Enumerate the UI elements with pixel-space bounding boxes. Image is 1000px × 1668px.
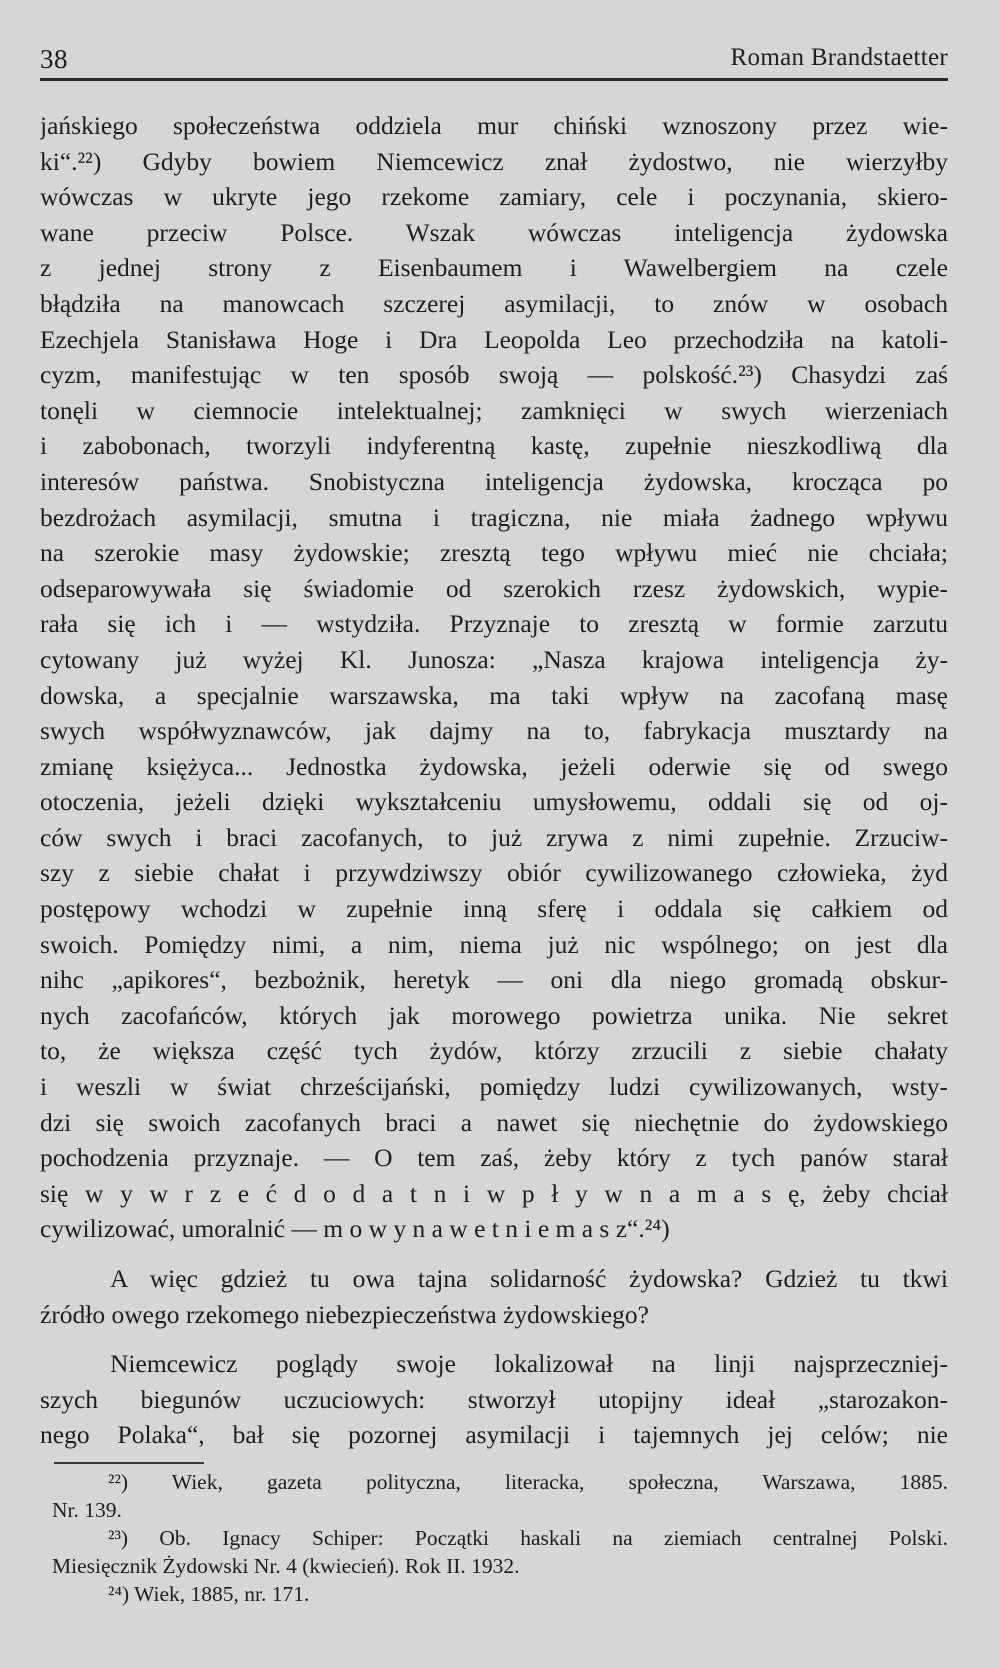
text-line: interesów państwa. Snobistyczna inteligencja żydowska, krocząca po — [40, 466, 948, 496]
text-line: i zabobonach, tworzyli indyferentną kastę, zupełnie nieszkodliwą dla — [40, 431, 948, 461]
text-line: swych współwyznawców, jak dajmy na to, fabrykacja musztardy na — [40, 716, 948, 746]
text-line: ki“.²²) Gdyby bowiem Niemcewicz znał żydostwo, nie wierzyłby — [40, 146, 948, 176]
text-line: cywilizować, umoralnić — m o w y n a w e t n i e m a s z“.²⁴) — [40, 1214, 670, 1244]
text-line: się w y w r z e ć d o d a t n i w p ł y w n a m a s ę, żeby chciał — [40, 1178, 948, 1208]
paragraph-1 — [40, 108, 948, 1247]
text-line: i weszli w świat chrześcijański, pomiędzy ludzi cywilizowanych, wsty- — [40, 1072, 948, 1102]
text-line: rała się ich i — wstydziła. Przyznaje to zresztą w formie zarzutu — [40, 609, 948, 639]
text-line: nihc „apikores“, bezbożnik, heretyk — oni dla niego gromadą obskur- — [40, 965, 948, 995]
text-line: błądziła na manowcach szczerej asymilacji, to znów w osobach — [40, 288, 948, 318]
text-line: dowska, a specjalnie warszawska, ma taki wpływ na zacofaną masę — [40, 680, 948, 710]
running-head: Roman Brandstaetter — [730, 44, 948, 71]
text-line: nego Polaka“, bał się pozornej asymilacji i tajemnych jej celów; nie — [40, 1420, 948, 1450]
text-line: to, że większa część tych żydów, którzy zrzucili z siebie chałaty — [40, 1036, 948, 1066]
text-line: postępowy wchodzi w zupełnie inną sferę i oddala się całkiem od — [40, 894, 948, 924]
text-line: nych zacofańców, których jak morowego powietrza unika. Nie sekret — [40, 1000, 948, 1030]
text-line: z jednej strony z Eisenbaumem i Wawelbergiem na czele — [40, 253, 948, 283]
footnote-23-continued: Miesięcznik Żydowski Nr. 4 (kwiecień). Rok II. 1932. — [52, 1554, 520, 1578]
paragraph-2 — [40, 1261, 948, 1332]
body-text — [40, 108, 948, 1453]
text-line: ców swych i braci zacofanych, to już zrywa z nimi zupełnie. Zrzuciw- — [40, 822, 948, 852]
footnote-rule — [54, 1462, 204, 1464]
footnote-22-continued: Nr. 139. — [52, 1498, 122, 1522]
text-line: wane przeciw Polsce. Wszak wówczas inteligencja żydowska — [40, 217, 948, 247]
text-line: A więc gdzież tu owa tajna solidarność żydowska? Gdzież tu tkwi — [110, 1264, 948, 1293]
text-line: otoczenia, jeżeli dzięki wykształceniu umysłowemu, oddali się od oj- — [40, 787, 948, 817]
text-line: zmianę księżyca... Jednostka żydowska, jeżeli oderwie się od swego — [40, 751, 948, 781]
text-line: bezdrożach asymilacji, smutna i tragiczna, nie miała żadnego wpływu — [40, 502, 948, 532]
text-line: swoich. Pomiędzy nimi, a nim, niema już nic wspólnego; on jest dla — [40, 929, 948, 959]
text-line: cyzm, manifestując w ten sposób swoją — polskość.²³) Chasydzi zaś — [40, 360, 948, 390]
footnotes — [52, 1468, 948, 1608]
text-line: odseparowywała się świadomie od szerokich rzesz żydowskich, wypie- — [40, 573, 948, 603]
text-line: szych biegunów uczuciowych: stworzył utopijny ideał „starozakon- — [40, 1384, 948, 1414]
page-number: 38 — [40, 44, 68, 74]
text-line: na szerokie masy żydowskie; zresztą tego wpływu mieć nie chciała; — [40, 538, 948, 568]
text-line: wówczas w ukryte jego rzekome zamiary, cele i poczynania, skiero- — [40, 182, 948, 212]
text-line: Ezechjela Stanisława Hoge i Dra Leopolda Leo przechodziła na katoli- — [40, 324, 948, 354]
text-line: jańskiego społeczeństwa oddziela mur chiński wznoszony przez wie- — [40, 111, 948, 140]
text-line: pochodzenia przyznaje. — O tem zaś, żeby który z tych panów starał — [40, 1143, 948, 1173]
text-line: tonęli w ciemnocie intelektualnej; zamknięci w swych wierzeniach — [40, 395, 948, 425]
text-line: źródło owego rzekomego niebezpieczeństwa żydowskiego? — [40, 1299, 649, 1329]
text-line: dzi się swoich zacofanych braci a nawet się niechętnie do żydowskiego — [40, 1107, 948, 1137]
text-line: cytowany już wyżej Kl. Junosza: „Nasza krajowa inteligencja ży- — [40, 644, 948, 674]
footnote-22: ²²) Wiek, gazeta polityczna, literacka, społeczna, Warszawa, 1885. — [108, 1470, 948, 1494]
text-line: Niemcewicz poglądy swoje lokalizował na linji najsprzeczniej- — [110, 1349, 948, 1379]
footnote-24: ²⁴) Wiek, 1885, nr. 171. — [108, 1582, 310, 1606]
page-header — [40, 40, 948, 74]
header-rule — [40, 78, 948, 81]
paragraph-3 — [40, 1346, 948, 1453]
footnote-23: ²³) Ob. Ignacy Schiper: Początki haskali na ziemiach centralnej Polski. — [108, 1526, 948, 1550]
text-line: szy z siebie chałat i przywdziwszy obiór cywilizowanego człowieka, żyd — [40, 858, 948, 888]
